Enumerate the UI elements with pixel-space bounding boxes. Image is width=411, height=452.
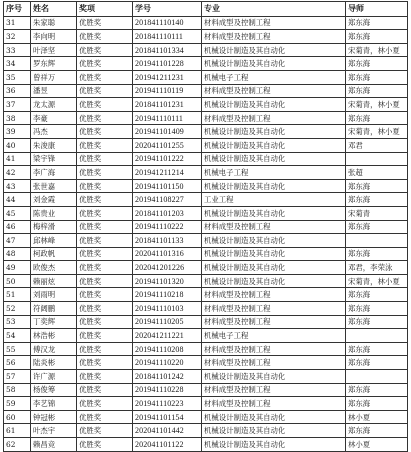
cell-major: 材料成型及控制工程 [202,342,346,356]
table-row [4,261,408,275]
cell-student-id: 201941110205 [133,315,202,329]
cell-major: 机械设计制造及其自动化 [202,152,346,166]
cell-advisor: 郑东海 [346,179,408,193]
cell-major: 材料成型及控制工程 [202,302,346,316]
cell-name: 李艺锦 [31,397,77,411]
cell-name: 朱家聪 [31,16,77,30]
cell-major: 机械设计制造及其自动化 [202,410,346,424]
cell-award: 优胜奖 [77,125,133,139]
cell-student-id: 202041101122 [133,438,202,452]
cell-award: 优胜奖 [77,356,133,370]
cell-number: 60 [4,410,31,424]
cell-number: 61 [4,424,31,438]
table-row [4,247,408,261]
cell-student-id: 201941110222 [133,220,202,234]
table-row [4,342,408,356]
cell-name: 欧俊杰 [31,261,77,275]
cell-name: 叶泽坚 [31,43,77,57]
cell-student-id: 201941101228 [133,57,202,71]
cell-number: 40 [4,138,31,152]
table-row [4,16,408,30]
cell-advisor: 郑东海 [346,57,408,71]
cell-award: 优胜奖 [77,261,133,275]
cell-number: 59 [4,397,31,411]
cell-advisor: 郑东海 [346,70,408,84]
cell-advisor: 林小夏 [346,410,408,424]
cell-number: 33 [4,43,31,57]
cell-award: 优胜奖 [77,302,133,316]
table-row [4,220,408,234]
cell-major: 材料成型及控制工程 [202,397,346,411]
cell-advisor [346,152,408,166]
cell-award: 优胜奖 [77,111,133,125]
cell-number: 34 [4,57,31,71]
cell-student-id: 201941101222 [133,152,202,166]
award-table [3,1,408,452]
cell-major: 机械电子工程 [202,166,346,180]
table-row [4,288,408,302]
cell-major: 材料成型及控制工程 [202,30,346,44]
cell-student-id: 201841101242 [133,370,202,384]
cell-name: 陆炎彬 [31,356,77,370]
cell-student-id: 201941110218 [133,288,202,302]
cell-student-id: 201841101203 [133,206,202,220]
cell-award: 优胜奖 [77,70,133,84]
cell-name: 柯政帆 [31,247,77,261]
cell-name: 冯杰 [31,125,77,139]
cell-advisor: 郑东海 [346,247,408,261]
cell-advisor: 邓君，李荣泳 [346,261,408,275]
cell-advisor [346,329,408,343]
cell-number: 47 [4,234,31,248]
cell-name: 张世嘉 [31,179,77,193]
cell-student-id: 202041101316 [133,247,202,261]
cell-award: 优胜奖 [77,329,133,343]
cell-number: 50 [4,274,31,288]
cell-name: 许广源 [31,370,77,384]
cell-name: 钟冠彬 [31,410,77,424]
cell-number: 41 [4,152,31,166]
table-row [4,397,408,411]
table-row [4,125,408,139]
cell-major: 机械电子工程 [202,329,346,343]
cell-advisor: 郑东海 [346,424,408,438]
table-row [4,152,408,166]
cell-award: 优胜奖 [77,383,133,397]
cell-advisor: 邓君 [346,138,408,152]
cell-major: 机械设计制造及其自动化 [202,274,346,288]
cell-number: 36 [4,84,31,98]
cell-student-id: 201841101334 [133,43,202,57]
cell-major: 机械设计制造及其自动化 [202,98,346,112]
table-row [4,166,408,180]
cell-advisor: 郑东海 [346,397,408,411]
cell-name: 丁奕辉 [31,315,77,329]
cell-award: 优胜奖 [77,438,133,452]
cell-major: 材料成型及控制工程 [202,315,346,329]
cell-advisor: 宋菊青 [346,206,408,220]
cell-award: 优胜奖 [77,342,133,356]
cell-major: 机械设计制造及其自动化 [202,247,346,261]
cell-number: 62 [4,438,31,452]
cell-number: 35 [4,70,31,84]
cell-number: 37 [4,98,31,112]
cell-major: 机械电子工程 [202,70,346,84]
cell-student-id: 201941101409 [133,125,202,139]
cell-name: 李向明 [31,30,77,44]
cell-major: 机械设计制造及其自动化 [202,206,346,220]
cell-major: 工业工程 [202,193,346,207]
cell-advisor: 郑东海 [346,383,408,397]
cell-number: 43 [4,179,31,193]
cell-name: 龙太源 [31,98,77,112]
cell-major: 机械设计制造及其自动化 [202,261,346,275]
table-row [4,234,408,248]
cell-advisor: 林小夏 [346,438,408,452]
award-list-sheet [3,1,407,452]
cell-award: 优胜奖 [77,424,133,438]
cell-major: 材料成型及控制工程 [202,288,346,302]
cell-number: 32 [4,30,31,44]
cell-number: 45 [4,206,31,220]
cell-major: 机械设计制造及其自动化 [202,125,346,139]
cell-name: 杨俊筹 [31,383,77,397]
table-row [4,43,408,57]
cell-student-id: 201941110119 [133,84,202,98]
cell-number: 42 [4,166,31,180]
table-row [4,57,408,71]
table-row [4,329,408,343]
cell-award: 优胜奖 [77,43,133,57]
cell-award: 优胜奖 [77,138,133,152]
table-row [4,370,408,384]
cell-major: 机械设计制造及其自动化 [202,57,346,71]
cell-major: 材料成型及控制工程 [202,111,346,125]
cell-award: 优胜奖 [77,206,133,220]
table-row [4,84,408,98]
header-award: 奖项 [77,2,133,17]
cell-number: 38 [4,111,31,125]
cell-name: 赖丽炫 [31,274,77,288]
table-row [4,179,408,193]
cell-name: 邱林峰 [31,234,77,248]
cell-award: 优胜奖 [77,315,133,329]
cell-award: 优胜奖 [77,220,133,234]
cell-student-id: 201841110111 [133,30,202,44]
cell-number: 49 [4,261,31,275]
cell-number: 46 [4,220,31,234]
cell-name: 刘雨明 [31,288,77,302]
cell-student-id: 201941110228 [133,383,202,397]
table-row [4,30,408,44]
cell-major: 材料成型及控制工程 [202,84,346,98]
cell-student-id: 202041201226 [133,261,202,275]
cell-award: 优胜奖 [77,166,133,180]
cell-award: 优胜奖 [77,274,133,288]
cell-advisor: 郑东海 [346,193,408,207]
cell-award: 优胜奖 [77,57,133,71]
cell-student-id: 201941101154 [133,410,202,424]
cell-advisor: 郑东海 [346,16,408,30]
cell-advisor: 郑东海 [346,220,408,234]
cell-name: 梅梓滑 [31,220,77,234]
table-row [4,410,408,424]
cell-student-id: 201941108227 [133,193,202,207]
cell-student-id: 202041211221 [133,329,202,343]
cell-name: 曾祥万 [31,70,77,84]
cell-advisor: 宋菊青，林小夏 [346,98,408,112]
cell-name: 叶杰宇 [31,424,77,438]
cell-name: 陈贵业 [31,206,77,220]
cell-award: 优胜奖 [77,247,133,261]
cell-name: 符阔鹏 [31,302,77,316]
cell-award: 优胜奖 [77,98,133,112]
cell-advisor: 郑东海 [346,288,408,302]
cell-award: 优胜奖 [77,193,133,207]
cell-number: 57 [4,370,31,384]
cell-student-id: 201841101133 [133,234,202,248]
cell-award: 优胜奖 [77,234,133,248]
cell-advisor: 郑东海 [346,342,408,356]
cell-advisor: 郑东海 [346,111,408,125]
cell-advisor: 宋菊青，林小夏 [346,274,408,288]
cell-student-id: 201841110140 [133,16,202,30]
cell-major: 机械设计制造及其自动化 [202,138,346,152]
cell-number: 55 [4,342,31,356]
table-row [4,111,408,125]
cell-advisor: 郑东海 [346,30,408,44]
cell-major: 材料成型及控制工程 [202,220,346,234]
cell-student-id: 202041101442 [133,424,202,438]
cell-major: 机械设计制造及其自动化 [202,370,346,384]
cell-student-id: 201841101231 [133,98,202,112]
cell-number: 31 [4,16,31,30]
cell-award: 优胜奖 [77,410,133,424]
cell-number: 39 [4,125,31,139]
cell-major: 机械设计制造及其自动化 [202,179,346,193]
cell-student-id: 201941110220 [133,356,202,370]
cell-student-id: 201941110208 [133,342,202,356]
cell-advisor: 郑东海 [346,315,408,329]
cell-name: 刘金霞 [31,193,77,207]
cell-name: 傅汉龙 [31,342,77,356]
table-row [4,98,408,112]
table-header-row [4,2,408,17]
cell-student-id: 201941101320 [133,274,202,288]
header-advisor: 导师 [346,2,408,17]
cell-number: 44 [4,193,31,207]
cell-major: 机械设计制造及其自动化 [202,424,346,438]
cell-advisor [346,234,408,248]
cell-name: 潘昱 [31,84,77,98]
header-student-id: 学号 [133,2,202,17]
cell-award: 优胜奖 [77,397,133,411]
cell-number: 51 [4,288,31,302]
cell-major: 机械设计制造及其自动化 [202,43,346,57]
cell-award: 优胜奖 [77,30,133,44]
cell-advisor [346,370,408,384]
table-row [4,274,408,288]
cell-award: 优胜奖 [77,84,133,98]
cell-major: 材料成型及控制工程 [202,383,346,397]
cell-name: 梁宇锋 [31,152,77,166]
table-row [4,206,408,220]
table-row [4,315,408,329]
cell-advisor: 宋菊青，林小夏 [346,125,408,139]
cell-number: 53 [4,315,31,329]
header-major: 专业 [202,2,346,17]
cell-name: 罗东辉 [31,57,77,71]
cell-award: 优胜奖 [77,179,133,193]
cell-student-id: 201941211231 [133,70,202,84]
cell-major: 机械设计制造及其自动化 [202,234,346,248]
table-row [4,424,408,438]
table-row [4,193,408,207]
cell-student-id: 201941110103 [133,302,202,316]
table-row [4,302,408,316]
cell-award: 优胜奖 [77,288,133,302]
table-row [4,138,408,152]
cell-student-id: 201941211214 [133,166,202,180]
table-row [4,438,408,452]
cell-number: 56 [4,356,31,370]
cell-award: 优胜奖 [77,152,133,166]
cell-advisor: 宋菊青，林小夏 [346,43,408,57]
cell-name: 林浩彬 [31,329,77,343]
table-row [4,356,408,370]
header-name: 姓名 [31,2,77,17]
header-number: 序号 [4,2,31,17]
cell-major: 机械设计制造及其自动化 [202,438,346,452]
cell-advisor: 张超 [346,166,408,180]
cell-name: 赖昌竞 [31,438,77,452]
cell-advisor: 郑东海 [346,84,408,98]
cell-award: 优胜奖 [77,370,133,384]
table-row [4,70,408,84]
table-row [4,383,408,397]
cell-major: 材料成型及控制工程 [202,16,346,30]
cell-major: 材料成型及控制工程 [202,356,346,370]
cell-number: 54 [4,329,31,343]
cell-award: 优胜奖 [77,16,133,30]
cell-name: 朱浚康 [31,138,77,152]
cell-advisor: 郑东海 [346,356,408,370]
table-body [4,16,408,451]
cell-advisor: 郑东海 [346,302,408,316]
cell-name: 李豪 [31,111,77,125]
cell-number: 48 [4,247,31,261]
cell-number: 52 [4,302,31,316]
cell-student-id: 201941110223 [133,397,202,411]
cell-number: 58 [4,383,31,397]
cell-student-id: 201941101150 [133,179,202,193]
cell-student-id: 201941110111 [133,111,202,125]
cell-student-id: 202041101255 [133,138,202,152]
cell-name: 李广海 [31,166,77,180]
